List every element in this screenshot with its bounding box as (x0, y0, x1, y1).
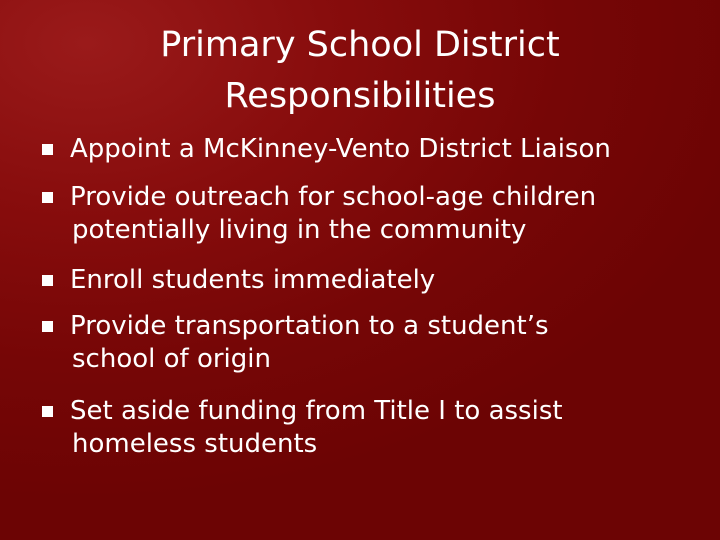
bullet-line-continuation: school of origin (72, 344, 271, 374)
bullet-text (70, 264, 700, 297)
square-bullet-icon (42, 275, 53, 286)
bullet-line: Provide outreach for school-age children (70, 182, 597, 212)
title-line-2: Responsibilities (224, 76, 496, 116)
bullet-line: Set aside funding from Title I to assist (70, 396, 563, 426)
bullet-line: Enroll students immediately (70, 265, 436, 295)
bullet-text (70, 133, 700, 166)
bullet-line: Provide transportation to a student’s (70, 311, 549, 341)
title-line-1: Primary School District (160, 25, 560, 65)
square-bullet-icon (42, 144, 53, 155)
square-bullet-icon (42, 192, 53, 203)
bullet-line: Appoint a McKinney-Vento District Liaison (70, 134, 611, 164)
square-bullet-icon (42, 406, 53, 417)
bullet-text (70, 310, 700, 376)
square-bullet-icon (42, 321, 53, 332)
bullet-text (70, 395, 700, 461)
bullet-line-continuation: homeless students (72, 429, 318, 459)
bullet-text (70, 181, 700, 247)
bullet-line-continuation: potentially living in the community (72, 215, 527, 245)
